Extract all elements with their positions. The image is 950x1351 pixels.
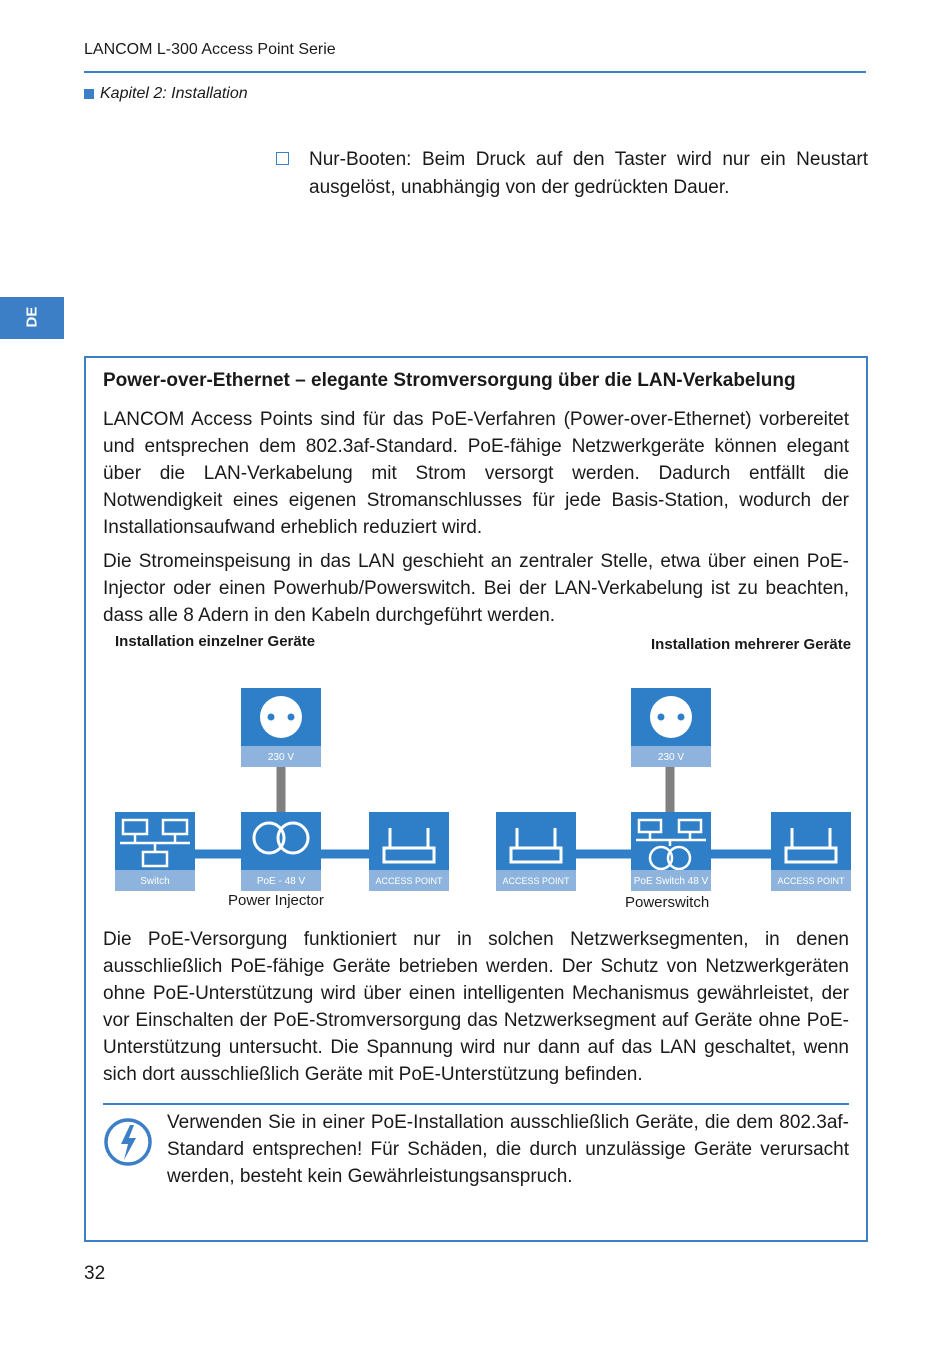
caption-power-injector: Power Injector	[228, 892, 324, 909]
bullet-text: Nur-Booten: Beim Druck auf den Taster wird nur ein Neustart ausgelöst, unabhängig von der gedrückten Dauer.	[309, 149, 868, 198]
ap-label-3: ACCESS POINT	[777, 876, 845, 886]
ap-label-2: ACCESS POINT	[502, 876, 570, 886]
info-paragraph-3: Die PoE-Versorgung funktioniert nur in solchen Netzwerksegmenten, in denen ausschließlich PoE-fähige Geräte betrieben werden. Der Schutz von Netzwerkgeräten ohne PoE-Unterstützung wird über einen intelligenten Mechanismus gewährleistet, der vor Einschalten der PoE-Stromversorgung das Netzwerksegment auf Geräte ohne PoE-Unterstützung untersucht. Die Spannung wird nur dann auf das LAN geschaltet, wenn sich dort ausschließlich Geräte mit PoE-Unterstützung befinden.	[103, 929, 849, 1085]
language-tab-label: DE	[23, 306, 41, 328]
access-point-1	[369, 812, 449, 891]
poe-label: PoE - 48 V	[256, 876, 306, 887]
power-socket-left	[241, 688, 321, 767]
socket-voltage-left: 230 V	[267, 752, 295, 763]
warning-rule	[103, 1103, 849, 1105]
diagram-right-heading: Installation mehrerer Geräte	[651, 636, 852, 653]
lightning-warning-icon	[103, 1116, 153, 1168]
access-point-3	[771, 812, 851, 891]
access-point-2	[496, 812, 576, 891]
info-box-title: Power-over-Ethernet – elegante Stromversorgung über die LAN-Verkabelung	[103, 370, 796, 391]
power-cables	[281, 766, 670, 814]
socket-icon	[260, 696, 302, 738]
caption-powerswitch: Powerswitch	[625, 894, 710, 911]
ap-label-1: ACCESS POINT	[375, 876, 443, 886]
chapter-text: Kapitel 2: Installation	[100, 85, 248, 102]
poe-switch-device	[631, 812, 711, 891]
info-paragraph-1: LANCOM Access Points sind für das PoE-Verfahren (Power-over-Ethernet) vorbereitet und entsprechen dem 802.3af-Standard. PoE-fähige Netzwerkgeräte können elegant über die LAN-Verkabelung mit Strom versorgt werden. Dadurch entfällt die Notwendigkeit eines eigenen Stromanschlusses für jede Basis-Station, wodurch der Installationsaufwand erheblich reduziert wird.	[103, 409, 849, 538]
page-number: 32	[84, 1263, 106, 1284]
socket-voltage-right: 230 V	[657, 752, 685, 763]
switch-device	[115, 812, 195, 891]
running-header-title: LANCOM L-300 Access Point Serie	[84, 41, 336, 58]
diagram-left-heading: Installation einzelner Geräte	[115, 633, 316, 650]
switch-label: Switch	[140, 876, 170, 887]
poe-switch-label: PoE Switch 48 V	[633, 876, 709, 887]
poe-injector-device	[241, 812, 321, 891]
warning-text: Verwenden Sie in einer PoE-Installation ausschließlich Geräte, die dem 802.3af-Standard entsprechen! Für Schäden, die durch unzulässige Geräte verursacht werden, besteht kein Gewährleistungsanspruch.	[167, 1112, 849, 1187]
info-paragraph-2: Die Stromeinspeisung in das LAN geschieht an zentraler Stelle, etwa über einen PoE-Injector oder einen Powerhub/Powerswitch. Bei der LAN-Verkabelung ist zu beachten, dass alle 8 Adern in den Kabeln durchgeführt werden.	[103, 551, 849, 626]
socket-icon	[650, 696, 692, 738]
power-socket-right	[631, 688, 711, 767]
